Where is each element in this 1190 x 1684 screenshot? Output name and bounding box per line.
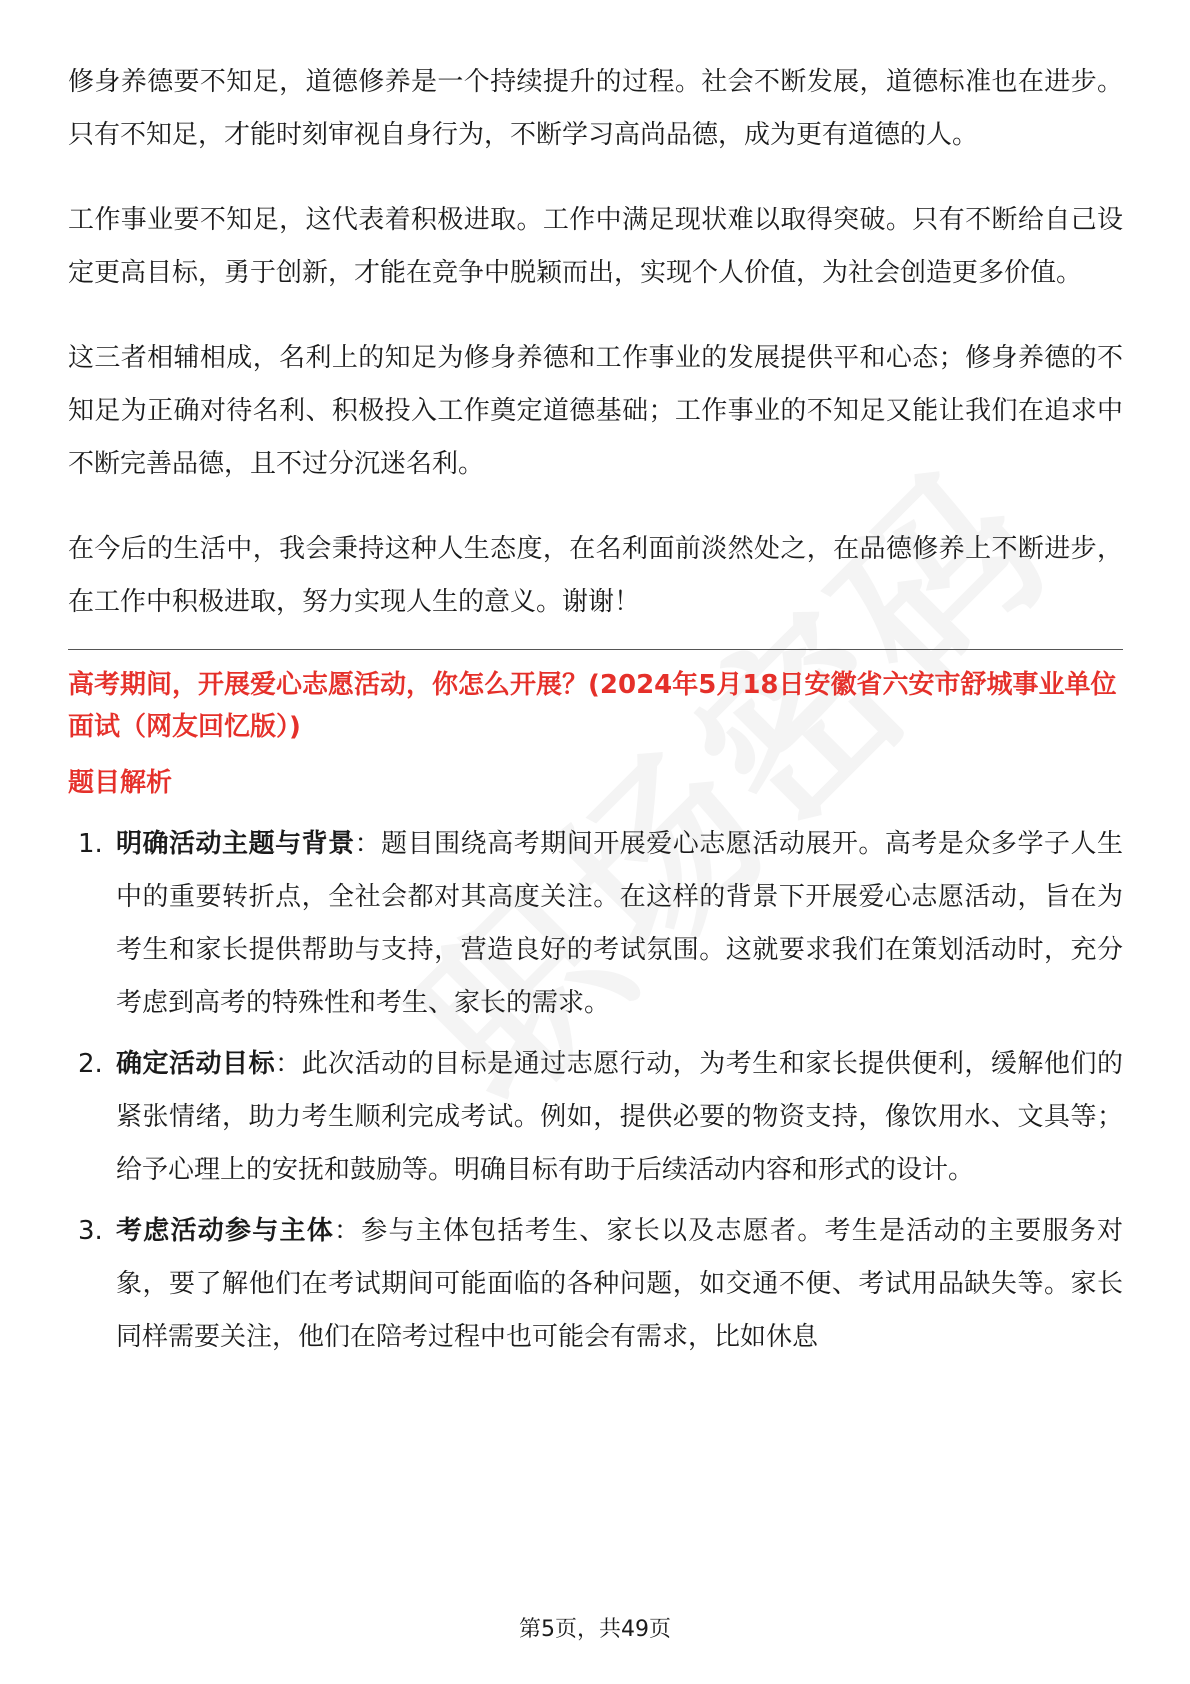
point-text: ：此次活动的目标是通过志愿行动，为考生和家长提供便利，缓解他们的紧张情绪，助力考生顺利完成考试。例如，提供必要的物资支持，像饮用水、文具等；给予心理上的安抚和鼓励等。明确目标有助于后续活动内容和形式的设计。	[116, 1049, 1123, 1185]
list-number: 2.	[78, 1049, 103, 1079]
question-title: 高考期间，开展爱心志愿活动，你怎么开展？(2024年5月18日安徽省六安市舒城事业单位面试（网友回忆版）)	[68, 670, 1117, 742]
paragraph: 这三者相辅相成，名利上的知足为修身养德和工作事业的发展提供平和心态；修身养德的不知足为正确对待名利、积极投入工作奠定道德基础；工作事业的不知足又能让我们在追求中不断完善品德，且不过分沉迷名利。	[68, 343, 1123, 479]
list-item	[68, 1205, 1123, 1364]
analysis-list	[68, 818, 1123, 1364]
page-content	[68, 56, 1123, 1372]
page-footer: 第5页，共49页	[519, 1617, 671, 1642]
section-divider	[68, 649, 1123, 650]
analysis-heading: 题目解析	[68, 768, 173, 798]
point-term: 确定活动目标	[116, 1049, 276, 1079]
point-text: ：参与主体包括考生、家长以及志愿者。考生是活动的主要服务对象，要了解他们在考试期间可能面临的各种问题，如交通不便、考试用品缺失等。家长同样需要关注，他们在陪考过程中也可能会有需求，比如休息	[116, 1216, 1123, 1352]
list-item	[68, 1038, 1123, 1197]
list-number: 3.	[78, 1216, 103, 1246]
paragraph: 在今后的生活中，我会秉持这种人生态度，在名利面前淡然处之，在品德修养上不断进步，在工作中积极进取，努力实现人生的意义。谢谢！	[68, 534, 1123, 617]
point-text: ：题目围绕高考期间开展爱心志愿活动展开。高考是众多学子人生中的重要转折点，全社会都对其高度关注。在这样的背景下开展爱心志愿活动，旨在为考生和家长提供帮助与支持，营造良好的考试氛围。这就要求我们在策划活动时，充分考虑到高考的特殊性和考生、家长的需求。	[116, 829, 1123, 1018]
paragraph: 修身养德要不知足，道德修养是一个持续提升的过程。社会不断发展，道德标准也在进步。只有不知足，才能时刻审视自身行为，不断学习高尚品德，成为更有道德的人。	[68, 67, 1123, 150]
point-term: 明确活动主题与背景	[116, 829, 355, 859]
point-term: 考虑活动参与主体	[116, 1216, 334, 1246]
list-item	[68, 818, 1123, 1030]
paragraph: 工作事业要不知足，这代表着积极进取。工作中满足现状难以取得突破。只有不断给自己设定更高目标，勇于创新，才能在竞争中脱颖而出，实现个人价值，为社会创造更多价值。	[68, 205, 1123, 288]
list-number: 1.	[78, 829, 103, 859]
